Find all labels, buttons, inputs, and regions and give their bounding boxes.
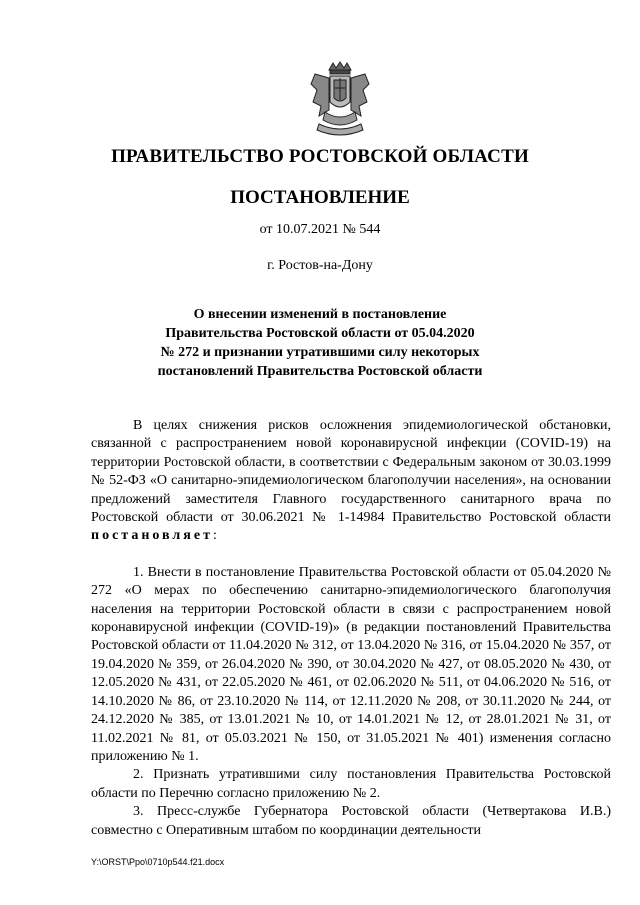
subject-line: постановлений Правительства Ростовской области [157, 364, 483, 379]
item-paragraph: 3. Пресс-службе Губернатора Ростовской области (Четвертакова И.В.) совместно с Оперативным штабом по координации деятельности [91, 804, 611, 838]
subject-line: № 272 и признании утратившими силу некоторых [160, 345, 480, 360]
decree-word: постановляет [91, 528, 213, 544]
rostov-coat-of-arms-icon [305, 60, 375, 140]
preamble-tail: : [212, 528, 217, 544]
document-date-number: от 10.07.2021 № 544 [259, 222, 381, 237]
item-paragraph: 1. Внести в постановление Правительства Ростовской области от 05.04.2020 № 272 «О мерах по обеспечению санитарно-эпидемиологического благополучия населения на территории Ростовской области в связи с распространением новой коронавирусной инфекции (COVID-19)» (в редакции постановлений Правительства Ростовской области от 11.04.2020 № 312, от 13.04.2020 № 316, от 15.04.2020 № 357, от 19.04.2020 № 359, от 26.04.2020 № 390, от 30.04.2020 № 427, от 08.05.2020 № 430, от 12.05.2020 № 431, от 22.05.2020 № 461, от 02.06.2020 № 511, от 04.06.2020 № 516, от 14.10.2020 № 86, от 23.10.2020 № 114, от 12.11.2020 № 208, от 30.11.2020 № 244, от 24.12.2020 № 385, от 13.01.2021 № 10, от 14.01.2021 № 12, от 28.01.2021 № 31, от 11.02.2021 № 81, от 05.03.2021 № 150, от 31.05.2021 № 401) изменения согласно приложению № 1. [91, 564, 611, 764]
document-type: ПОСТАНОВЛЕНИЕ [230, 187, 410, 208]
subject-line: О внесении изменений в постановление [193, 307, 447, 322]
government-title: ПРАВИТЕЛЬСТВО РОСТОВСКОЙ ОБЛАСТИ [111, 146, 529, 167]
document-body [91, 417, 611, 840]
preamble-text: В целях снижения рисков осложнения эпидемиологической обстановки, связанной с распространением новой коронавирусной инфекции (COVID-19) на территории Ростовской области, в соответствии с Федеральным законом от 30.03.1999 № 52-ФЗ «О санитарно-эпидемиологическом благополучии населения», на основании предложений заместителя Главного государственного санитарного врача по Ростовской области от 30.06.2021 № 1-14984 Правительство Ростовской области [91, 418, 611, 526]
item-paragraph: 2. Признать утратившими силу постановления Правительства Ростовской области по Перечню согласно приложению № 2. [91, 767, 611, 801]
document-city: г. Ростов-на-Дону [267, 258, 373, 273]
preamble-paragraph [91, 417, 611, 546]
document-subject [0, 305, 640, 381]
file-path-footer: Y:\ORST\Ppo\0710p544.f21.docx [91, 857, 225, 867]
subject-line: Правительства Ростовской области от 05.04.2020 [165, 326, 475, 341]
